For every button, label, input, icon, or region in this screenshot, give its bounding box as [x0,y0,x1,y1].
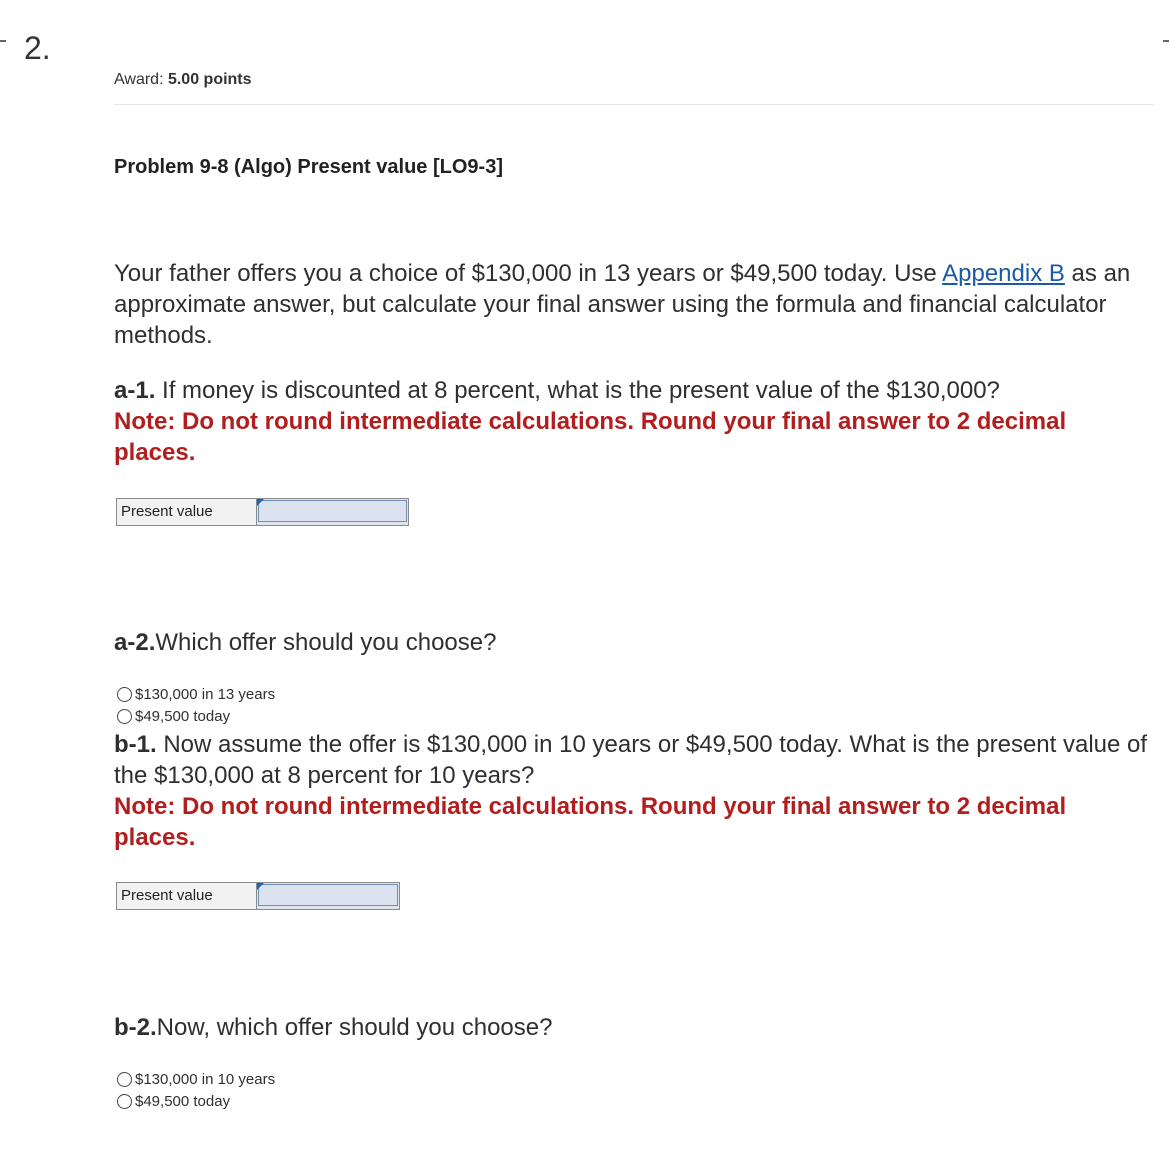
award-prefix: Award: [114,71,168,88]
part-b1-note: Note: Do not round intermediate calculations. Round your final answer to 2 decimal places. [114,793,1067,851]
part-b2-option-1[interactable] [117,1068,275,1090]
radio-button-icon[interactable] [117,1094,132,1109]
part-a1-note: Note: Do not round intermediate calculations. Round your final answer to 2 decimal places. [114,408,1067,466]
part-b1-label: b-1. [114,731,157,758]
intro-text-before: Your father offers you a choice of $130,000 in 13 years or $49,500 today. Use [114,260,943,287]
part-a2-option-1[interactable] [117,683,275,705]
part-b2-option-1-label: $130,000 in 10 years [135,1070,276,1088]
part-b1-question [114,729,1149,853]
question-number: 2. [24,30,51,66]
part-b2-text: Now, which offer should you choose? [156,1014,553,1041]
part-b2-option-2[interactable] [117,1090,275,1112]
award-line [114,71,252,89]
part-a2-text: Which offer should you choose? [155,629,497,656]
part-b1-text: Now assume the offer is $130,000 in 10 years or $49,500 today. What is the present value of the $130,000 at 8 percent for 10 years? [114,731,1148,789]
part-a2-option-2-label: $49,500 today [135,707,231,725]
problem-title: Problem 9-8 (Algo) Present value [LO9-3] [114,156,503,178]
intro-text-after: as an approximate answer, but calculate your final answer using the formula and financial calculator methods. [114,260,1131,349]
part-a2-radio-group [117,683,275,727]
radio-button-icon[interactable] [117,687,132,702]
part-a2-option-2[interactable] [117,705,275,727]
header-divider [114,104,1154,105]
part-a1-input-wrap [257,499,408,525]
part-b1-input-wrap [257,883,399,909]
part-a1-present-value-input[interactable] [258,500,407,522]
part-a1-answer-label: Present value [117,499,257,525]
part-a1-text: If money is discounted at 8 percent, what is the present value of the $130,000? [155,377,1000,404]
part-b2-question [114,1012,1149,1043]
radio-button-icon[interactable] [117,709,132,724]
appendix-b-link[interactable]: Appendix B [942,260,1065,287]
radio-button-icon[interactable] [117,1072,132,1087]
award-points: 5.00 points [167,71,252,88]
part-a2-label: a-2. [114,629,156,656]
part-b1-answer-label: Present value [117,883,257,909]
part-b2-radio-group [117,1068,275,1112]
intro-paragraph [114,258,1149,351]
part-b2-option-2-label: $49,500 today [135,1092,231,1110]
part-a1-label: a-1. [114,377,156,404]
part-a1-question [114,375,1149,468]
left-corner-mark [0,40,6,48]
part-b1-present-value-input[interactable] [258,884,398,906]
part-a2-option-1-label: $130,000 in 13 years [135,685,276,703]
part-a1-answer-row [116,498,409,526]
right-corner-mark [1163,40,1169,48]
part-a2-question [114,627,1149,658]
part-b2-label: b-2. [114,1014,157,1041]
part-b1-answer-row [116,882,400,910]
